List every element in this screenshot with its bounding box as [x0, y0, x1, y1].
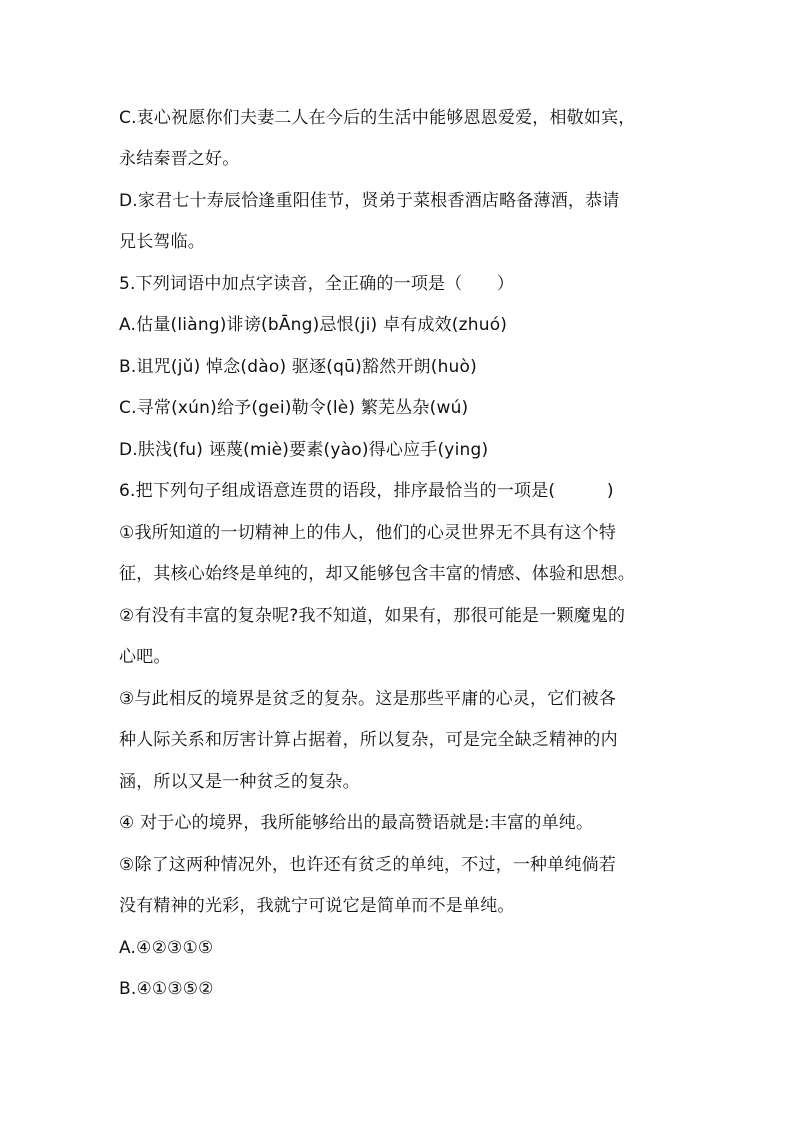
question-5-option-b: B.诅咒(jǔ) 悼念(dào) 驱逐(qū)豁然开朗(huò)	[119, 357, 477, 377]
question-5-stem: 5.下列词语中加点字读音，全正确的一项是（ ）	[119, 274, 515, 294]
question-6-option-b: B.④①③⑤②	[119, 979, 214, 999]
sentence-3-line-3: 涵，所以又是一种贫乏的复杂。	[119, 772, 360, 792]
option-d-line-1: D.家君七十寿辰恰逢重阳佳节，贤弟于菜根香酒店略备薄酒，恭请	[119, 191, 620, 211]
option-c-line-1: C.衷心祝愿你们夫妻二人在今后的生活中能够恩恩爱爱，相敬如宾，	[119, 108, 636, 128]
sentence-1-line-1: ①我所知道的一切精神上的伟人，他们的心灵世界无不具有这个特	[119, 523, 617, 543]
question-5-option-c: C.寻常(xún)给予(gei)勒令(lè) 繁芜丛杂(wú)	[119, 398, 469, 418]
sentence-2-line-2: 心吧。	[119, 647, 171, 667]
sentence-3-line-1: ③与此相反的境界是贫乏的复杂。这是那些平庸的心灵，它们被各	[119, 689, 617, 709]
question-5-option-d: D.肤浅(fu) 诬蔑(miè)要素(yào)得心应手(ying)	[119, 440, 489, 460]
sentence-2-line-1: ②有没有丰富的复杂呢?我不知道，如果有，那很可能是一颗魔鬼的	[119, 606, 626, 626]
question-5-option-a: A.估量(liàng)诽谤(bĀng)忌恨(ji) 卓有成效(zhuó)	[119, 315, 508, 335]
option-c-line-2: 永结秦晋之好。	[119, 149, 240, 169]
sentence-5-line-1: ⑤除了这两种情况外，也许还有贫乏的单纯，不过，一种单纯倘若	[119, 855, 617, 875]
sentence-1-line-2: 征，其核心始终是单纯的，却又能够包含丰富的情感、体验和思想。	[119, 564, 635, 584]
sentence-4: ④ 对于心的境界，我所能够给出的最高赞语就是:丰富的单纯。	[119, 813, 594, 833]
sentence-5-line-2: 没有精神的光彩，我就宁可说它是简单而不是单纯。	[119, 896, 515, 916]
option-d-line-2: 兄长驾临。	[119, 232, 205, 252]
sentence-3-line-2: 种人际关系和厉害计算占据着，所以复杂，可是完全缺乏精神的内	[119, 730, 618, 750]
question-6-option-a: A.④②③①⑤	[119, 938, 214, 958]
question-6-stem: 6.把下列句子组成语意连贯的语段，排序最恰当的一项是( )	[119, 481, 614, 501]
